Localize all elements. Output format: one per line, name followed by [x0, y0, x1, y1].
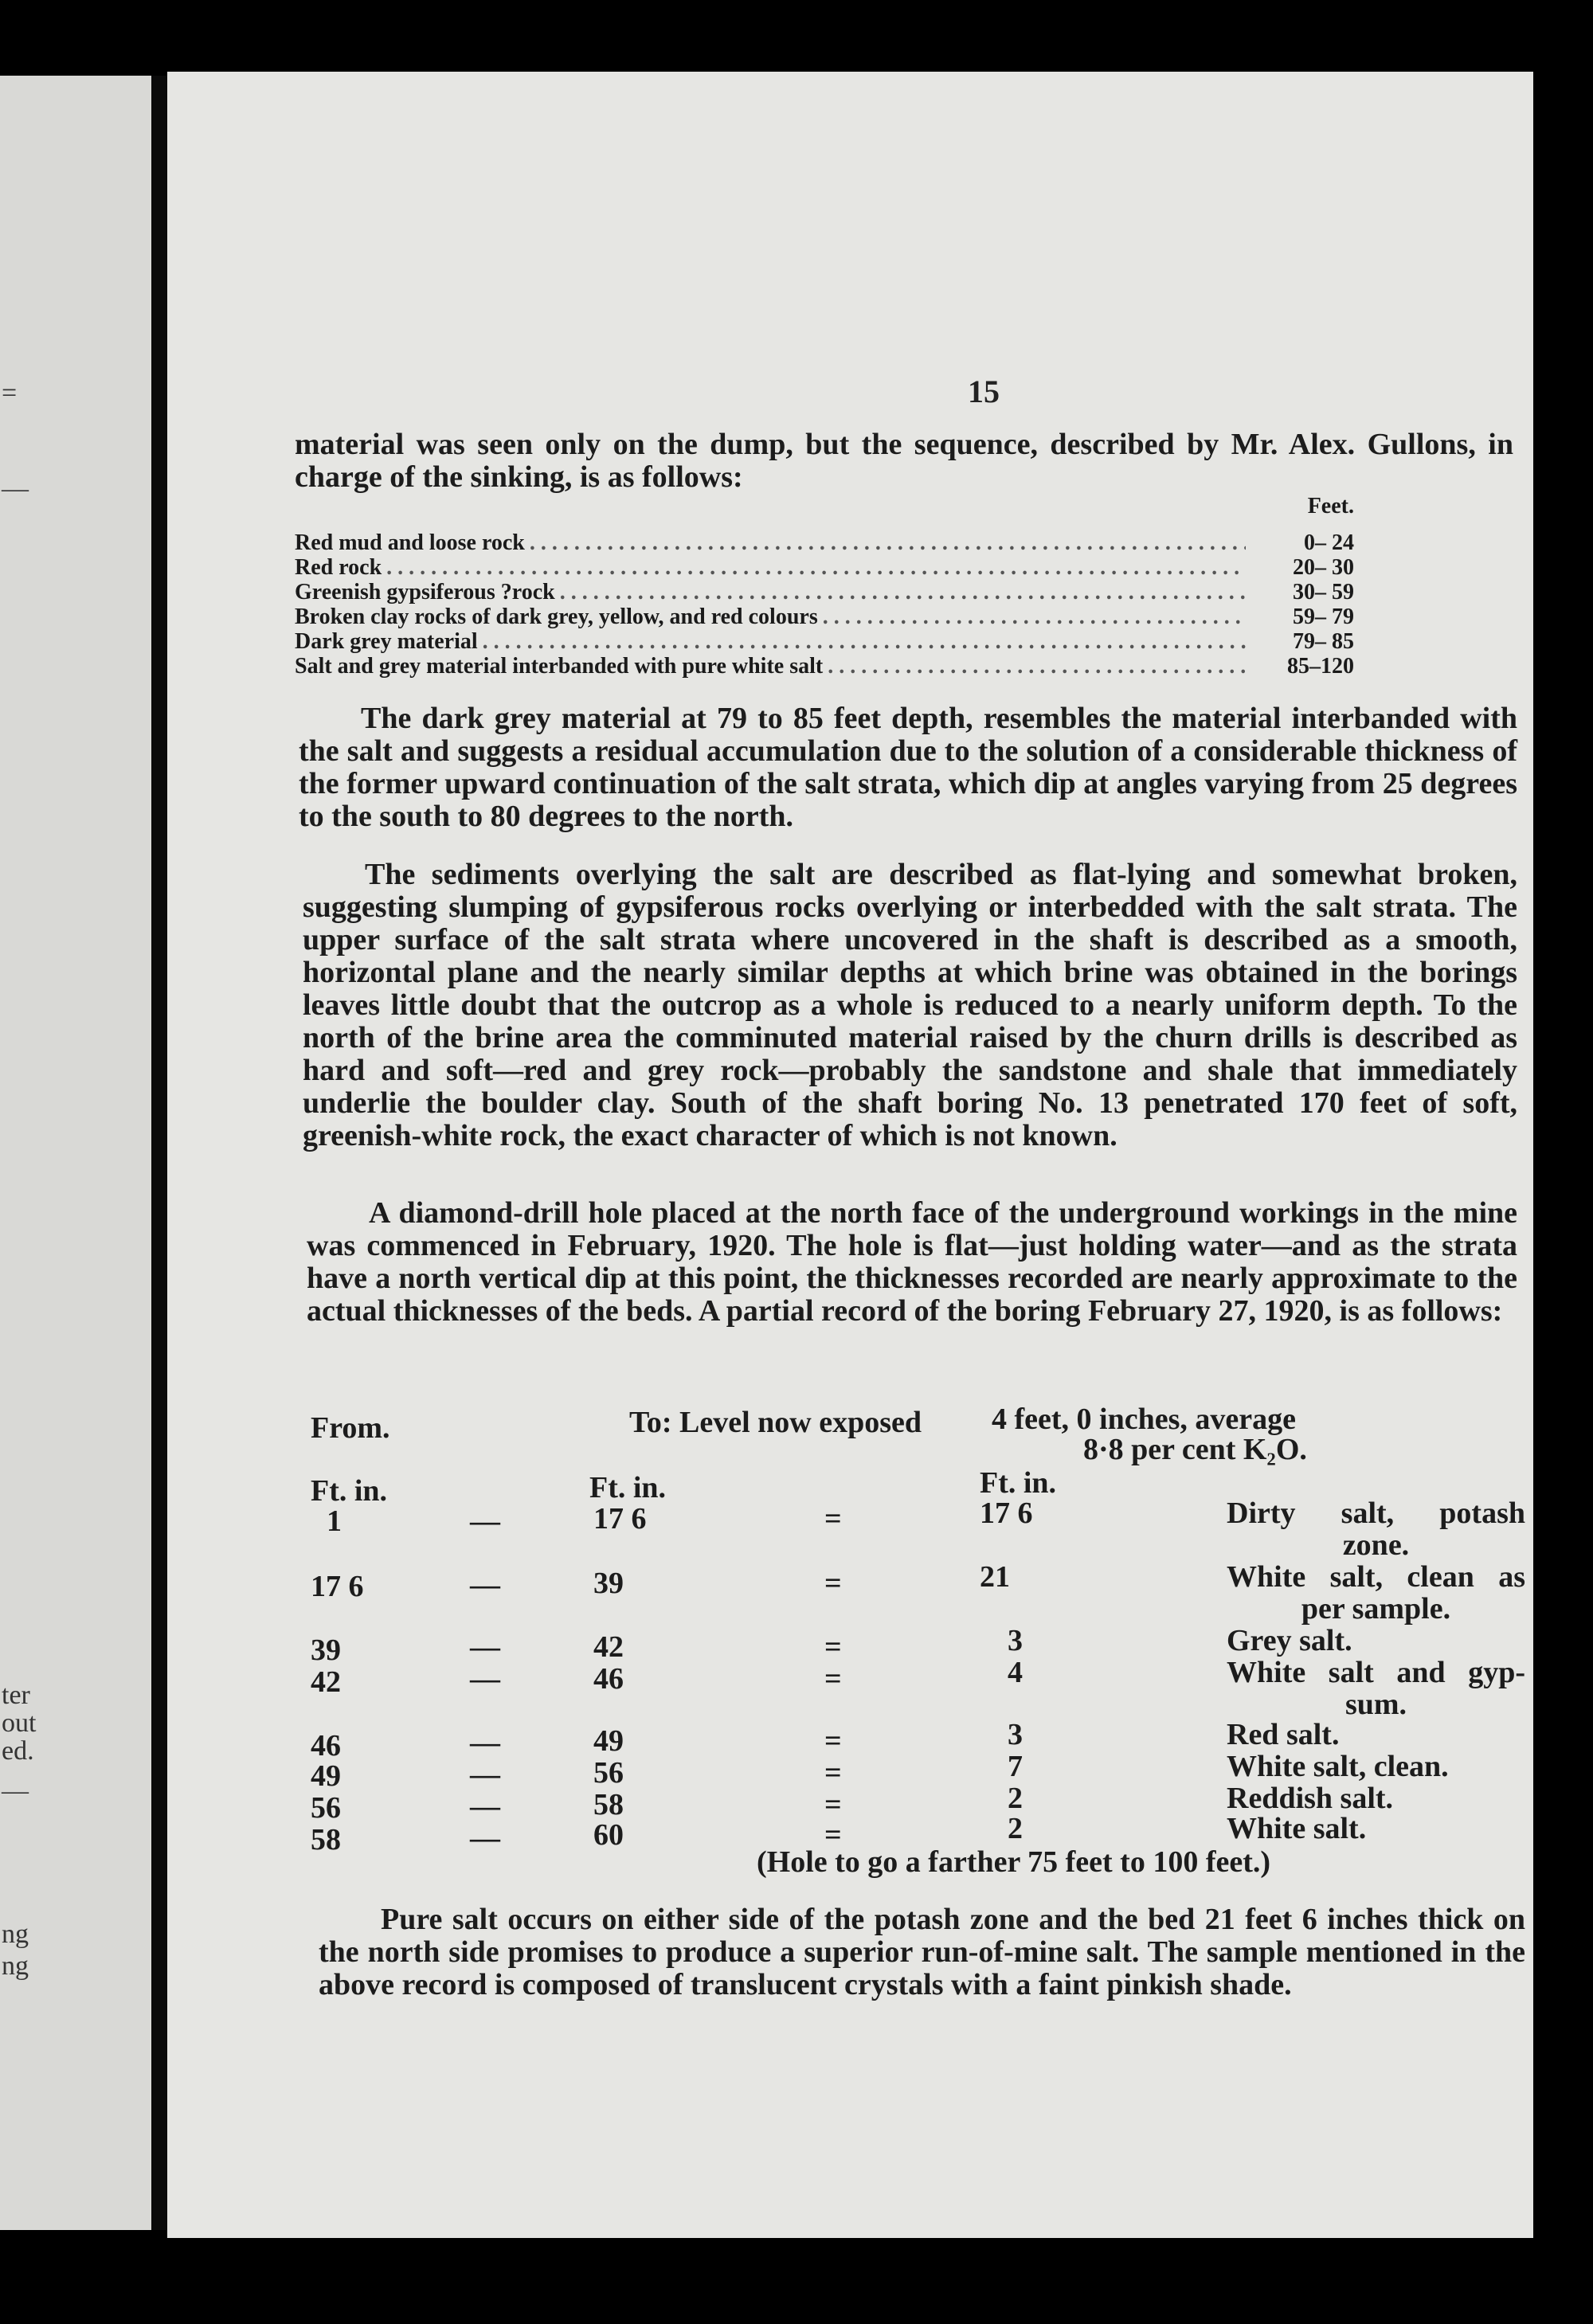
paragraph-sediments: The sediments overlying the salt are described as flat-lying and somewhat broken, suggesting slumping of gypsiferous rocks overlying or interbedded with the salt strata. The upper surface of the salt strata where uncovered in the shaft is described as a smooth, horizontal plane and the nearly similar depths at which brine was obtained in the borings leaves little doubt that the outcrop as a whole is reduced to a nearly uniform depth. To the north of the brine area the comminuted material raised by the churn drills is described as hard and soft—red and grey rock—probably the sandstone and shale that immediately underlie the boulder clay. South of the shaft boring No. 13 penetrated 170 feet of soft, greenish-white rock, the exact character of which is not known.: [303, 858, 1517, 1152]
paragraph-diamond-drill: A diamond-drill hole placed at the north face of the underground workings in the mine was commenced in February, 1920. The hole is flat—just holding water—and as the strata have a north vertical dip at this point, the thicknesses recorded are nearly approximate to the actual thicknesses of the beds. A partial record of the boring February 27, 1920, is as follows:: [307, 1196, 1517, 1328]
to-header: To: Level now exposed: [629, 1406, 922, 1439]
record-dash: —: [470, 1758, 500, 1791]
record-equals: =: [824, 1724, 842, 1758]
sequence-row: [295, 531, 1354, 555]
record-dash: —: [470, 1568, 500, 1602]
record-thickness: 7: [1008, 1750, 1023, 1783]
facing-page-fragment: ng: [2, 1951, 29, 1981]
facing-page-fragment: =: [2, 378, 18, 408]
record-to: 42: [593, 1630, 624, 1664]
record-equals: =: [824, 1502, 842, 1536]
record-to: 60: [593, 1818, 624, 1852]
record-note: (Hole to go a farther 75 feet to 100 feet.): [757, 1845, 1271, 1879]
facing-page: [0, 76, 151, 2230]
record-dash: —: [470, 1790, 500, 1823]
to-unit-header: Ft. in.: [589, 1471, 667, 1504]
record-thickness: 4: [1008, 1656, 1023, 1689]
stratum-depth: 20– 30: [1293, 555, 1354, 580]
record-description: White salt, clean as per sample.: [1227, 1560, 1525, 1626]
stratum-depth: 85–120: [1287, 654, 1354, 679]
record-dash: —: [470, 1630, 500, 1664]
record-thickness: 3: [1008, 1624, 1023, 1657]
record-from: 39: [311, 1633, 341, 1667]
record-equals: =: [824, 1756, 842, 1790]
exposed-level-line1: 4 feet, 0 inches, average: [992, 1403, 1296, 1436]
page-spine: [151, 76, 167, 2230]
record-dash: —: [470, 1662, 500, 1696]
record-description: Red salt.: [1227, 1718, 1340, 1751]
stratum-label: Red mud and loose rock: [295, 530, 525, 555]
record-description: White salt, clean.: [1227, 1750, 1449, 1783]
record-equals: =: [824, 1788, 842, 1821]
record-equals: =: [824, 1630, 842, 1664]
facing-page-fragment: out: [2, 1708, 37, 1738]
facing-page-fragment: —: [2, 1776, 29, 1806]
exposed-level-line2: 8·8 per cent K₂O.: [1083, 1433, 1307, 1466]
sequence-row: [295, 556, 1354, 580]
record-from: 1: [327, 1504, 342, 1538]
facing-page-fragment: ter: [2, 1680, 30, 1710]
record-to: 39: [593, 1567, 624, 1600]
intro-paragraph: material was seen only on the dump, but the sequence, described by Mr. Alex. Gullons, in charge of the sinking, is as follows:: [295, 428, 1513, 494]
record-to: 46: [593, 1662, 624, 1696]
sequence-row: [295, 655, 1354, 679]
record-to: 58: [593, 1788, 624, 1821]
record-description: White salt.: [1227, 1812, 1367, 1845]
stratum-depth: 0– 24: [1304, 530, 1354, 555]
paragraph-pure-salt: Pure salt occurs on either side of the potash zone and the bed 21 feet 6 inches thick on the north side promises to produce a superior run-of-mine salt. The sample mentioned in the above record is composed of translucent crystals with a faint pinkish shade.: [319, 1903, 1525, 2001]
record-from: 49: [311, 1759, 341, 1793]
record-dash: —: [470, 1821, 500, 1855]
record-thickness: 2: [1008, 1782, 1023, 1815]
record-description: Dirty salt, potash zone.: [1227, 1497, 1525, 1562]
stratum-depth: 59– 79: [1293, 604, 1354, 629]
stratum-label: Red rock: [295, 555, 382, 580]
page-number: 15: [968, 374, 1000, 409]
from-unit-header: Ft. in.: [311, 1474, 388, 1508]
record-thickness: 2: [1008, 1812, 1023, 1845]
record-equals: =: [824, 1567, 842, 1600]
facing-page-fragment: ng: [2, 1919, 29, 1949]
record-from: 42: [311, 1665, 341, 1699]
record-thickness: 21: [980, 1560, 1010, 1594]
record-thickness: 3: [1008, 1718, 1023, 1751]
stratum-depth: 30– 59: [1293, 580, 1354, 604]
record-equals: =: [824, 1818, 842, 1852]
stratum-depth: 79– 85: [1293, 629, 1354, 654]
record-description: Reddish salt.: [1227, 1782, 1394, 1815]
record-to: 17 6: [593, 1502, 647, 1536]
record-to: 49: [593, 1724, 624, 1758]
thickness-unit-header: Ft. in.: [980, 1466, 1057, 1500]
record-to: 56: [593, 1756, 624, 1790]
record-thickness: 17 6: [980, 1497, 1033, 1530]
record-from: 17 6: [311, 1570, 364, 1603]
record-from: 56: [311, 1791, 341, 1825]
sequence-row: [295, 605, 1354, 629]
stratum-label: Salt and grey material interbanded with pure white salt: [295, 654, 824, 679]
record-description: Grey salt.: [1227, 1624, 1352, 1657]
stratum-label: Broken clay rocks of dark grey, yellow, and red colours: [295, 604, 818, 629]
stratum-label: Greenish gypsiferous ?rock: [295, 580, 555, 604]
document-page: [167, 72, 1533, 2238]
sequence-row: [295, 581, 1354, 604]
record-dash: —: [470, 1504, 500, 1538]
record-equals: =: [824, 1662, 842, 1696]
facing-page-fragment: —: [2, 474, 29, 503]
feet-column-header: Feet.: [1307, 494, 1354, 518]
paragraph-dark-grey-material: The dark grey material at 79 to 85 feet depth, resembles the material interbanded with the salt and suggests a residual accumulation due to the solution of a considerable thickness of the former upward continuation of the salt strata, which dip at angles varying from 25 degrees to the south to 80 degrees to the north.: [299, 702, 1517, 833]
facing-page-fragment: ed.: [2, 1736, 34, 1766]
record-dash: —: [470, 1726, 500, 1759]
stratum-label: Dark grey material: [295, 629, 478, 654]
sequence-row: [295, 630, 1354, 654]
record-from: 46: [311, 1729, 341, 1763]
record-from: 58: [311, 1823, 341, 1856]
from-header: From.: [311, 1411, 390, 1445]
record-description: White salt and gyp- sum.: [1227, 1656, 1525, 1721]
